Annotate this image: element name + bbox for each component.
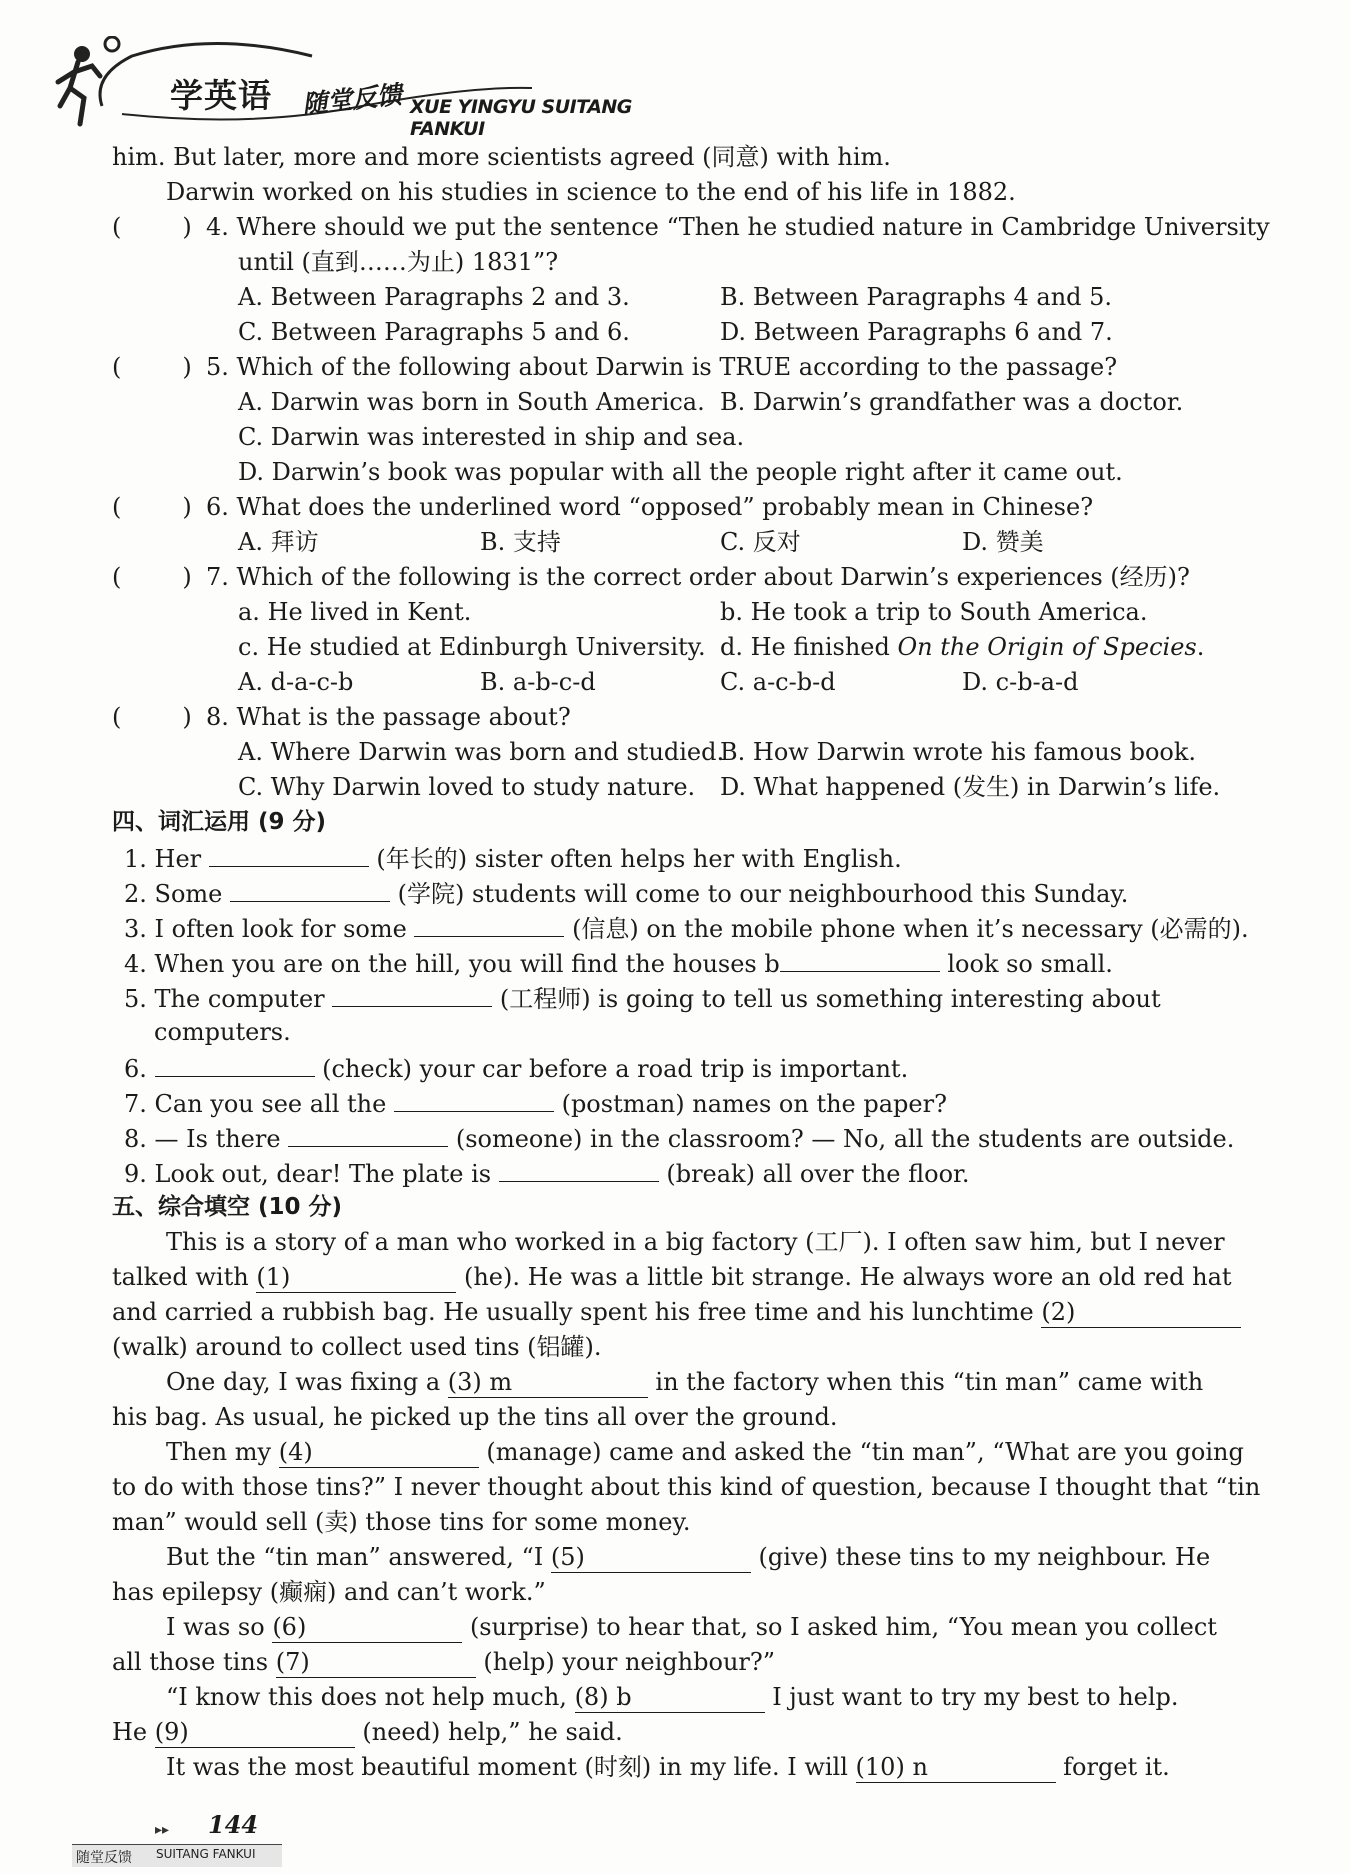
- answer-blank[interactable]: [288, 1122, 448, 1147]
- vocab-item: 6. (check) your car before a road trip is important.: [124, 1052, 908, 1084]
- answer-blank[interactable]: [155, 1052, 315, 1077]
- footer-band-cn: 随堂反馈: [76, 1850, 132, 1866]
- answer-blank[interactable]: [780, 947, 940, 972]
- cloze-line: One day, I was fixing a (3) m in the factory when this “tin man” came with: [166, 1368, 1204, 1396]
- cloze-line: his bag. As usual, he picked up the tins all over the ground.: [112, 1403, 838, 1431]
- cloze-blank-7[interactable]: (7): [276, 1647, 476, 1678]
- answer-bracket[interactable]: ( ): [112, 213, 192, 241]
- option: C. Why Darwin loved to study nature.: [238, 773, 696, 801]
- answer-bracket[interactable]: ( ): [112, 563, 192, 591]
- option: A. Darwin was born in South America.: [238, 388, 705, 416]
- footer-band: [72, 1844, 282, 1867]
- vocab-item-continued: computers.: [154, 1018, 291, 1046]
- cloze-line: It was the most beautiful moment (时刻) in my life. I will (10) n forget it.: [166, 1753, 1170, 1781]
- answer-blank[interactable]: [209, 842, 369, 867]
- cloze-blank-2[interactable]: (2): [1041, 1297, 1241, 1328]
- header-title-en: XUE YINGYU SUITANG FANKUI: [410, 96, 632, 140]
- section-title: 四、词汇运用 (9 分): [112, 809, 327, 835]
- vocab-item: 3. I often look for some (信息) on the mobile phone when it’s necessary (必需的).: [124, 912, 1249, 944]
- answer-bracket[interactable]: ( ): [112, 703, 192, 731]
- vocab-item: 5. The computer (工程师) is going to tell us something interesting about: [124, 982, 1161, 1014]
- cloze-line: But the “tin man” answered, “I (5) (give) these tins to my neighbour. He: [166, 1543, 1211, 1571]
- option: B. a-b-c-d: [480, 668, 596, 696]
- cloze-line: He (9) (need) help,” he said.: [112, 1718, 623, 1746]
- option: B. 支持: [480, 528, 561, 556]
- answer-blank[interactable]: [394, 1087, 554, 1112]
- option: C. a-c-b-d: [720, 668, 836, 696]
- cloze-blank-3[interactable]: (3) m: [448, 1367, 648, 1398]
- option: B. Darwin’s grandfather was a doctor.: [720, 388, 1184, 416]
- cloze-line: man” would sell (卖) those tins for some money.: [112, 1508, 691, 1536]
- event-item: a. He lived in Kent.: [238, 598, 472, 626]
- option: C. Between Paragraphs 5 and 6.: [238, 318, 630, 346]
- answer-blank[interactable]: [230, 877, 390, 902]
- option: C. 反对: [720, 528, 801, 556]
- cloze-line: talked with (1) (he). He was a little bit strange. He always wore an old red hat: [112, 1263, 1232, 1291]
- passage-line: him. But later, more and more scientists agreed (同意) with him.: [112, 143, 891, 171]
- event-item: d. He finished On the Origin of Species.: [720, 633, 1205, 661]
- answer-blank[interactable]: [499, 1157, 659, 1182]
- section-title: 五、综合填空 (10 分): [112, 1194, 343, 1220]
- page-number: 144: [208, 1810, 259, 1839]
- option: C. Darwin was interested in ship and sea.: [238, 423, 745, 451]
- footer-band-en: SUITANG FANKUI: [156, 1847, 256, 1861]
- option: A. Between Paragraphs 2 and 3.: [238, 283, 630, 311]
- question-stem: 5. Which of the following about Darwin is TRUE according to the passage?: [206, 353, 1118, 381]
- vocab-item: 9. Look out, dear! The plate is (break) all over the floor.: [124, 1157, 970, 1189]
- question-stem: 8. What is the passage about?: [206, 703, 571, 731]
- answer-blank[interactable]: [332, 982, 492, 1007]
- cloze-blank-5[interactable]: (5): [551, 1542, 751, 1573]
- page-arrow-icon: ▸▸: [155, 1822, 170, 1838]
- header-logo: [52, 36, 652, 140]
- option: D. What happened (发生) in Darwin’s life.: [720, 773, 1221, 801]
- passage-line: Darwin worked on his studies in science to the end of his life in 1882.: [166, 178, 1016, 206]
- cloze-line: I was so (6) (surprise) to hear that, so I asked him, “You mean you collect: [166, 1613, 1217, 1641]
- question-stem: until (直到……为止) 1831”?: [238, 248, 559, 276]
- cloze-line: all those tins (7) (help) your neighbour?”: [112, 1648, 776, 1676]
- option: D. c-b-a-d: [962, 668, 1079, 696]
- option: D. 赞美: [962, 528, 1044, 556]
- cloze-line: This is a story of a man who worked in a big factory (工厂). I often saw him, but I never: [166, 1228, 1225, 1256]
- cloze-line: (walk) around to collect used tins (铝罐).: [112, 1333, 602, 1361]
- question-stem: 6. What does the underlined word “opposed” probably mean in Chinese?: [206, 493, 1094, 521]
- cloze-line: and carried a rubbish bag. He usually spent his free time and his lunchtime (2): [112, 1297, 1241, 1328]
- cloze-blank-1[interactable]: (1): [256, 1262, 456, 1293]
- question-stem: 4. Where should we put the sentence “Then he studied nature in Cambridge University: [206, 213, 1270, 241]
- header-subtitle-cn: 随堂反馈: [300, 79, 404, 120]
- header-title-cn: 学英语: [170, 76, 272, 115]
- option: B. How Darwin wrote his famous book.: [720, 738, 1197, 766]
- vocab-item: 1. Her (年长的) sister often helps her with English.: [124, 842, 902, 874]
- answer-bracket[interactable]: ( ): [112, 493, 192, 521]
- vocab-item: 8. — Is there (someone) in the classroom? — No, all the students are outside.: [124, 1122, 1234, 1154]
- option: A. d-a-c-b: [238, 668, 354, 696]
- answer-blank[interactable]: [414, 912, 564, 937]
- cloze-line: has epilepsy (癫痫) and can’t work.”: [112, 1578, 546, 1606]
- vocab-item: 2. Some (学院) students will come to our neighbourhood this Sunday.: [124, 877, 1128, 909]
- cloze-blank-6[interactable]: (6): [272, 1612, 462, 1643]
- cloze-blank-10[interactable]: (10) n: [856, 1752, 1056, 1783]
- event-item: c. He studied at Edinburgh University.: [238, 633, 706, 661]
- cloze-blank-9[interactable]: (9): [155, 1717, 355, 1748]
- cloze-line: “I know this does not help much, (8) b I just want to try my best to help.: [166, 1683, 1179, 1711]
- cloze-blank-4[interactable]: (4): [279, 1437, 479, 1468]
- option: A. 拜访: [238, 528, 319, 556]
- book-title: On the Origin of Species: [897, 633, 1197, 661]
- vocab-item: 4. When you are on the hill, you will find the houses b look so small.: [124, 947, 1113, 979]
- option: D. Darwin’s book was popular with all the people right after it came out.: [238, 458, 1123, 486]
- event-item: b. He took a trip to South America.: [720, 598, 1148, 626]
- cloze-line: to do with those tins?” I never thought about this kind of question, because I thought that “tin: [112, 1473, 1261, 1501]
- cloze-blank-8[interactable]: (8) b: [575, 1682, 765, 1713]
- question-stem: 7. Which of the following is the correct order about Darwin’s experiences (经历)?: [206, 563, 1190, 591]
- option: D. Between Paragraphs 6 and 7.: [720, 318, 1113, 346]
- vocab-item: 7. Can you see all the (postman) names on the paper?: [124, 1087, 947, 1119]
- cloze-line: Then my (4) (manage) came and asked the “tin man”, “What are you going: [166, 1438, 1244, 1466]
- answer-bracket[interactable]: ( ): [112, 353, 192, 381]
- option: B. Between Paragraphs 4 and 5.: [720, 283, 1113, 311]
- option: A. Where Darwin was born and studied.: [238, 738, 725, 766]
